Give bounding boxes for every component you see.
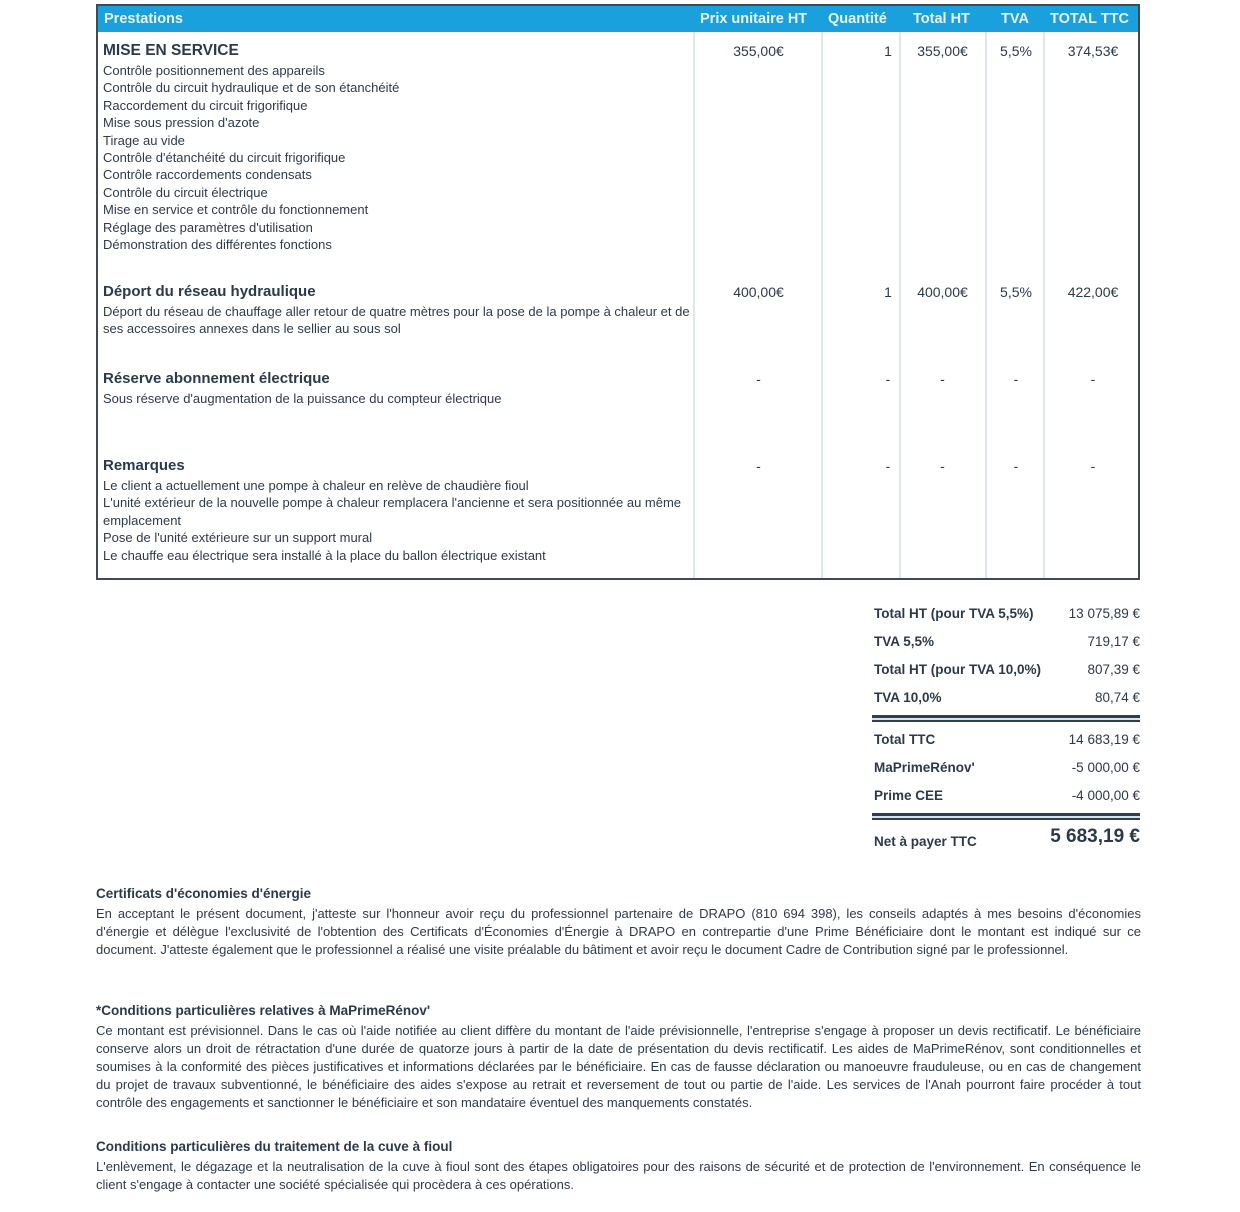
tva-cell: - bbox=[1013, 371, 1019, 387]
description-line: Tirage au vide bbox=[103, 132, 185, 148]
quantity-cell: 1 bbox=[884, 43, 892, 59]
prestations-table bbox=[96, 4, 1140, 580]
description-line: Contrôle raccordements condensats bbox=[103, 167, 312, 183]
description-line: Réglage des paramètres d'utilisation bbox=[103, 219, 313, 235]
totals-label: TVA 10,0% bbox=[874, 690, 942, 705]
description-line: Pose de l'unité extérieure sur un support mural bbox=[103, 530, 373, 546]
totals-label: TVA 5,5% bbox=[874, 634, 935, 649]
tva-cell: - bbox=[1013, 458, 1019, 474]
unit-price-cell: - bbox=[756, 371, 761, 387]
totals-row bbox=[872, 782, 1140, 810]
column-divider bbox=[693, 32, 695, 578]
header-total-ht: Total HT bbox=[913, 11, 970, 27]
totals-row bbox=[872, 628, 1140, 656]
row-title: MISE EN SERVICE bbox=[103, 42, 239, 59]
unit-price-cell: 355,00€ bbox=[733, 43, 784, 59]
description-line: Mise en service et contrôle du fonctionnement bbox=[103, 202, 369, 218]
description-line: Démonstration des différentes fonctions bbox=[103, 237, 332, 253]
totals-value: 80,74 € bbox=[1094, 690, 1140, 705]
row-title: Remarques bbox=[103, 457, 185, 474]
totals-row bbox=[872, 754, 1140, 782]
totals-label: MaPrimeRénov' bbox=[874, 760, 975, 775]
description-line: Le client a actuellement une pompe à chaleur en relève de chaudière fioul bbox=[103, 478, 529, 493]
column-divider bbox=[821, 32, 823, 578]
tva-cell: 5,5% bbox=[1000, 284, 1032, 300]
totals-value: 14 683,19 € bbox=[1068, 732, 1140, 747]
row-description bbox=[103, 477, 693, 564]
description-line: Contrôle positionnement des appareils bbox=[103, 63, 325, 78]
totals-label: Total HT (pour TVA 10,0%) bbox=[874, 662, 1042, 677]
net-to-pay-row bbox=[872, 824, 1140, 864]
column-divider bbox=[985, 32, 987, 578]
description-line: Sous réserve d'augmentation de la puissance du compteur électrique bbox=[103, 391, 502, 406]
row-description bbox=[103, 303, 693, 338]
description-line: Mise sous pression d'azote bbox=[103, 115, 260, 131]
section-text: Ce montant est prévisionnel. Dans le cas où l'aide notifiée au client diffère du montant de l'aide prévisionnelle, l'entreprise s'engage à proposer un devis rectificatif. Le bénéficiaire conserve alors un droit de rétractation d'une durée de quatorze jours à partir de la date de présentation du devis rectificatif. Les aides de MaPrimeRénov, sont conditionnelles et soumises à la conformité des pièces justificatives et informations déclarées par le bénéficiaire. En cas de fausse déclaration ou manoeuvre frauduleuse, ou en cas de changement du projet de travaux subventionné, le bénéficiaire des aides s'expose au retrait et reversement de tout ou partie de l'aide. Les services de l'Anah pourront faire procéder à tout contrôle des engagements et sanctionner le bénéficiaire et son mandataire éventuel des manquements constatés. bbox=[96, 1023, 1141, 1110]
section-title: Conditions particulières du traitement de la cuve à fioul bbox=[96, 1139, 453, 1154]
totals-row bbox=[872, 656, 1140, 684]
row-title: Déport du réseau hydraulique bbox=[103, 283, 316, 300]
header-quantity: Quantité bbox=[828, 11, 887, 27]
row-title: Réserve abonnement électrique bbox=[103, 370, 330, 387]
totals-label: Total HT (pour TVA 5,5%) bbox=[874, 606, 1034, 621]
totals-value: 807,39 € bbox=[1087, 662, 1140, 677]
description-line: Raccordement du circuit frigorifique bbox=[103, 97, 308, 113]
section-oil-tank-conditions bbox=[96, 1139, 1141, 1194]
net-to-pay-label: Net à payer TTC bbox=[874, 834, 977, 849]
description-line: Contrôle du circuit hydraulique et de son étanchéité bbox=[103, 80, 400, 96]
total-ht-cell: 400,00€ bbox=[917, 284, 968, 300]
totals-value: -5 000,00 € bbox=[1071, 760, 1140, 775]
total-ttc-cell: - bbox=[1090, 458, 1096, 474]
total-ht-cell: - bbox=[940, 371, 945, 387]
section-text: En acceptant le présent document, j'atteste sur l'honneur avoir reçu du professionnel partenaire de DRAPO (810 694 398), les conseils adaptés à mes besoins d'économies d'énergie et délègue l'exclusivité de l'obtention des Certificats d'Économies d'Énergie à DRAPO en contrepartie d'une Prime Bénéficiaire dont le montant est indiqué sur ce document. J'atteste également que le professionnel a réalisé une visite préalable du bâtiment et avoir reçu le document Cadre de Contribution signé par le professionnel. bbox=[96, 906, 1141, 957]
totals-summary bbox=[872, 600, 1140, 864]
totals-value: -4 000,00 € bbox=[1071, 788, 1140, 803]
description-line: L'unité extérieur de la nouvelle pompe à chaleur remplacera l'ancienne et sera positionnée au même emplacement bbox=[103, 495, 682, 528]
quantity-cell: - bbox=[885, 371, 891, 387]
row-description bbox=[103, 390, 693, 407]
header-total-ttc: TOTAL TTC bbox=[1050, 11, 1129, 27]
unit-price-cell: - bbox=[756, 458, 761, 474]
quantity-cell: - bbox=[885, 458, 891, 474]
row-description bbox=[103, 62, 693, 253]
totals-value: 13 075,89 € bbox=[1068, 606, 1140, 621]
description-line: Le chauffe eau électrique sera installé à la place du ballon électrique existant bbox=[103, 547, 546, 563]
column-divider bbox=[1043, 32, 1045, 578]
total-ht-cell: 355,00€ bbox=[917, 43, 968, 59]
column-divider bbox=[899, 32, 901, 578]
total-ttc-cell: 374,53€ bbox=[1067, 43, 1119, 59]
net-to-pay-value: 5 683,19 € bbox=[1050, 826, 1140, 847]
totals-value: 719,17 € bbox=[1087, 634, 1140, 649]
totals-label: Prime CEE bbox=[874, 788, 944, 803]
totals-row bbox=[872, 600, 1140, 628]
total-ttc-cell: - bbox=[1090, 371, 1096, 387]
description-line: Contrôle d'étanchéité du circuit frigorifique bbox=[103, 150, 346, 166]
header-tva: TVA bbox=[1001, 11, 1029, 27]
double-divider bbox=[872, 715, 1140, 722]
quantity-cell: 1 bbox=[884, 284, 892, 300]
description-line: Contrôle du circuit électrique bbox=[103, 184, 268, 200]
totals-row bbox=[872, 726, 1140, 754]
section-energy-certificates bbox=[96, 886, 1141, 959]
section-maprimerenov-conditions bbox=[96, 1003, 1141, 1112]
unit-price-cell: 400,00€ bbox=[733, 284, 784, 300]
totals-row bbox=[872, 684, 1140, 712]
totals-label: Total TTC bbox=[874, 732, 936, 747]
section-title: Certificats d'économies d'énergie bbox=[96, 886, 311, 901]
total-ttc-cell: 422,00€ bbox=[1067, 284, 1119, 300]
header-unit-price: Prix unitaire HT bbox=[700, 11, 808, 27]
tva-cell: 5,5% bbox=[1000, 43, 1032, 59]
total-ht-cell: - bbox=[940, 458, 945, 474]
description-line: Déport du réseau de chauffage aller retour de quatre mètres pour la pose de la pompe à chaleur et de ses accessoires annexes dans le sellier au sous sol bbox=[103, 304, 690, 337]
header-prestations: Prestations bbox=[104, 11, 183, 27]
section-text: L'enlèvement, le dégazage et la neutralisation de la cuve à fioul sont des étapes obligatoires pour des raisons de sécurité et de protection de l'environnement. En conséquence le client s'engage à contacter une société spécialisée qui procèdera à ces opérations. bbox=[96, 1159, 1141, 1192]
table-header bbox=[98, 6, 1138, 32]
double-divider bbox=[872, 813, 1140, 820]
section-title: *Conditions particulières relatives à MaPrimeRénov' bbox=[96, 1003, 431, 1018]
